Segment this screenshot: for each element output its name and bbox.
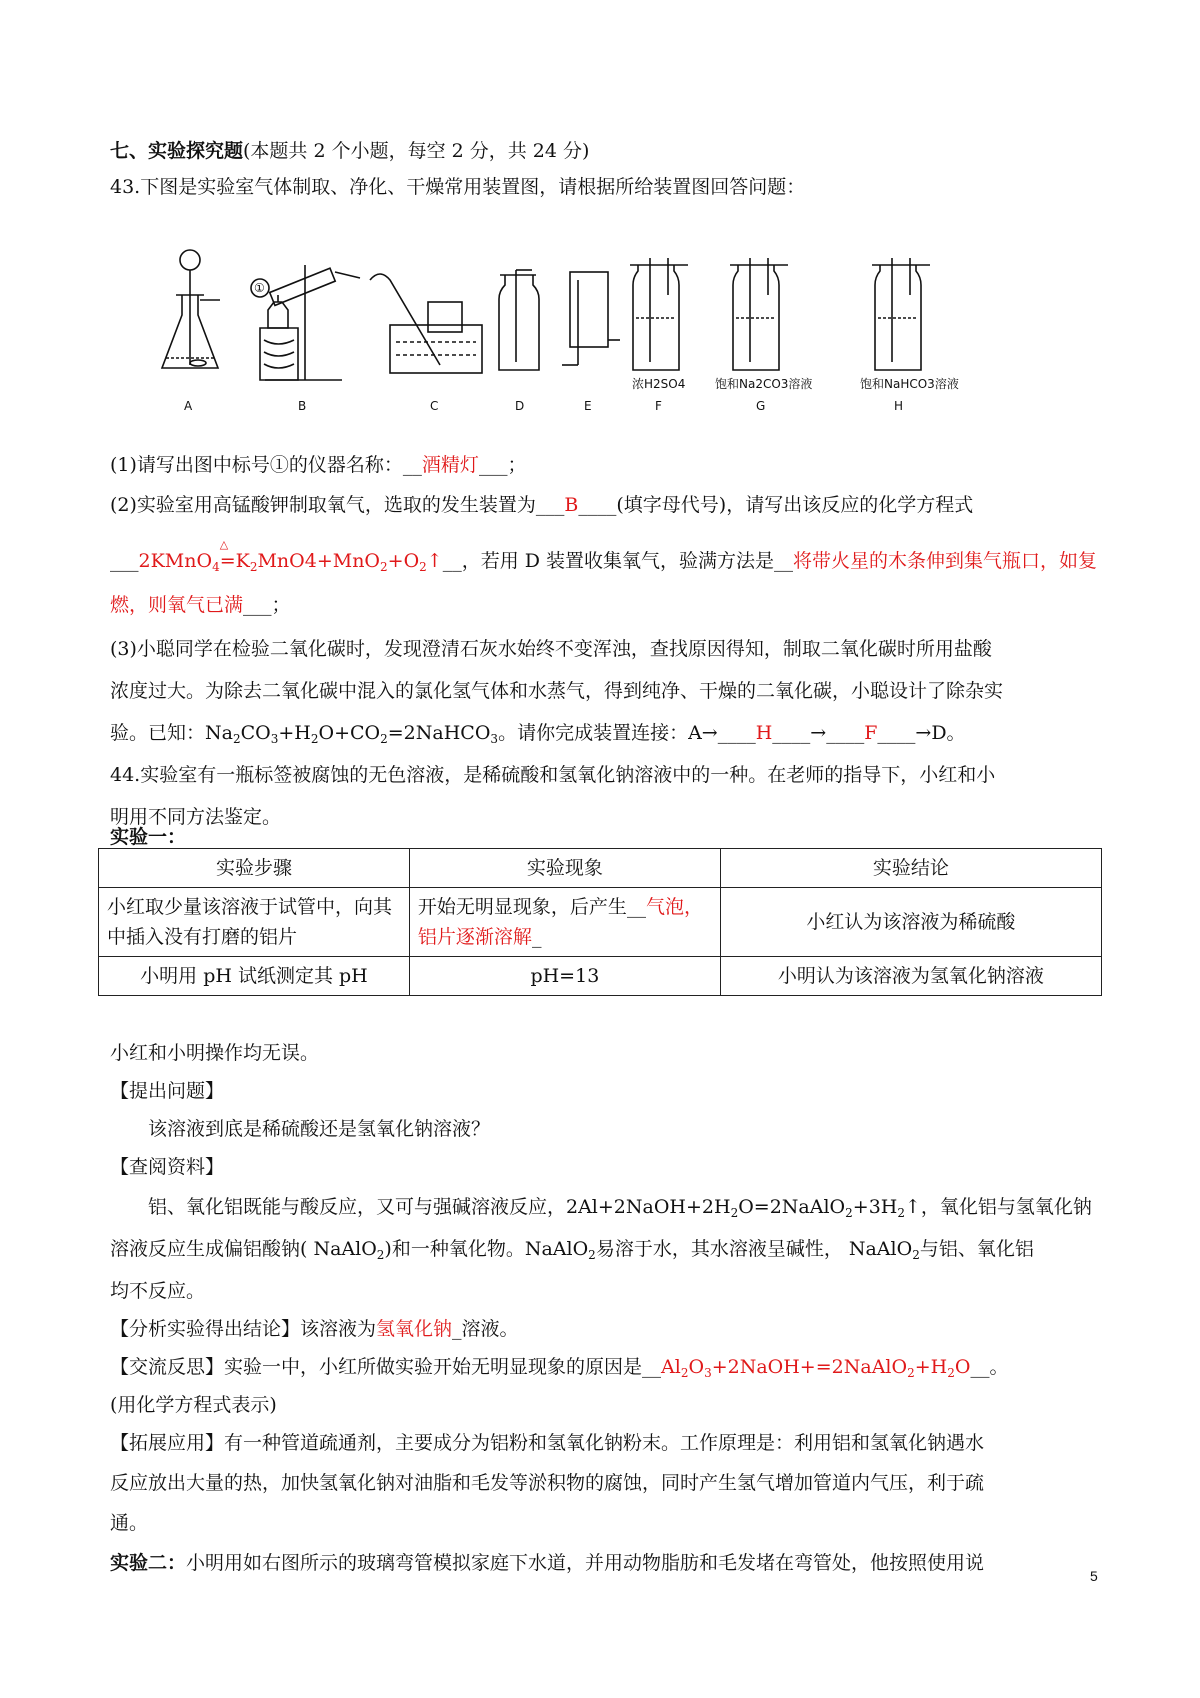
solution-h-label: 饱和NaHCO3溶液 [860, 377, 959, 391]
reference-line3: 均不反应。 [110, 1280, 206, 1302]
label-d: D [515, 399, 525, 413]
q43-part2-cont: 燃，则氧气已满___； [110, 594, 291, 616]
apparatus-b [251, 265, 360, 380]
table-header: 实验结论 [720, 849, 1101, 888]
q43-part2-equation: ___2KMnO$_4$ △ $=K_2MnO4+MnO_2+O_2↑\_\_$，若用 D 装置收集氧气，验满方法是__将带火星的木条伸到集气瓶口，如复 [110, 538, 1098, 574]
table-row [99, 957, 1102, 996]
table-cell: 小明认为该溶液为氢氧化钠溶液 [720, 957, 1101, 996]
apparatus-h [872, 258, 930, 370]
q43-part3-line1: (3)小聪同学在检验二氧化碳时，发现澄清石灰水始终不变浑浊，查找原因得知，制取二氧化碳时所用盐酸 [110, 638, 992, 660]
reference-line2: 溶液反应生成偏铝酸钠( NaAlO$_2$)和一种氧化物。NaAlO$_2$易溶于水，其水溶液呈碱性， NaAlO$_2$与铝、氧化铝 [110, 1238, 1034, 1262]
answer-device: B [564, 494, 579, 516]
table-cell: 小明用 pH 试纸测定其 pH [99, 957, 410, 996]
experiment-2-title: 实验二： [110, 1552, 187, 1574]
label-h: H [894, 399, 904, 413]
q43-stem: 43.下图是实验室气体制取、净化、干燥常用装置图，请根据所给装置图回答问题： [110, 176, 806, 198]
apparatus-e [562, 272, 620, 365]
reflection-note: (用化学方程式表示) [110, 1394, 277, 1416]
table-header-row [99, 849, 1102, 888]
solution-f-label: 浓H2SO4 [632, 377, 686, 391]
section-title: 七、实验探究题 [110, 140, 244, 162]
label-a: A [184, 399, 193, 413]
reflection: 【交流反思】实验一中，小红所做实验开始无明显现象的原因是$\_\_Al_2O_3+2NaOH+=2NaAlO_2+H_2O\_\_$。 [110, 1356, 1009, 1380]
answer-instrument: 酒精灯 [421, 454, 479, 476]
q44-line2: 明用不同方法鉴定。 [110, 806, 282, 828]
experiment-2: 实验二：小明用如右图所示的玻璃弯管模拟家庭下水道，并用动物脂肪和毛发堵在弯管处，他按照使用说 [110, 1552, 985, 1574]
q43-part3-line3: 验。已知：$Na_2CO_3+H_2O+CO_2=2NaHCO_3$。请你完成装置连接：A→____H____→____F____→D。 [110, 722, 966, 746]
table-cell: 开始无明显现象，后产生__气泡， 铝片逐渐溶解_ [409, 888, 720, 957]
answer-method-2: 燃，则氧气已满 [110, 594, 244, 616]
q43-part2: (2)实验室用高锰酸钾制取氧气，选取的发生装置为___B____(填字母代号)，请写出该反应的化学方程式 [110, 494, 974, 516]
experiment-table [98, 848, 1102, 996]
q43-part3-line2: 浓度过大。为除去二氧化碳中混入的氯化氢气体和水蒸气，得到纯净、干燥的二氧化碳，小聪设计了除杂实 [110, 680, 1004, 702]
label-e: E [584, 399, 592, 413]
apparatus-d [499, 270, 539, 370]
raise-question-body: 该溶液到底是稀硫酸还是氢氧化钠溶液？ [148, 1118, 491, 1140]
table-row [99, 888, 1102, 957]
after-table-text: 小红和小明操作均无误。 [110, 1042, 320, 1064]
reference-heading: 【查阅资料】 [110, 1156, 225, 1178]
section-note: (本题共 2 个小题，每空 2 分，共 24 分) [243, 140, 590, 162]
extension-line3: 通。 [110, 1512, 149, 1534]
answer-conclusion: 氢氧化钠 [376, 1318, 453, 1340]
q44-line1: 44.实验室有一瓶标签被腐蚀的无色溶液，是稀硫酸和氢氧化钠溶液中的一种。在老师的指导下，小红和小 [110, 764, 996, 786]
raise-question-heading: 【提出问题】 [110, 1080, 225, 1102]
section-heading [110, 138, 1110, 164]
answer-method-1: 将带火星的木条伸到集气瓶口，如复 [793, 550, 1098, 572]
label-g: G [756, 399, 766, 413]
table-cell: 小红取少量该溶液于试管中，向其 中插入没有打磨的铝片 [99, 888, 410, 957]
apparatus-a [162, 250, 220, 368]
label-b: B [298, 399, 307, 413]
answer-connect-2: F [864, 722, 878, 744]
reference-line1: 铝、氧化铝既能与酸反应，又可与强碱溶液反应，$2Al+2NaOH+2H_2O=2NaAlO_2+3H_2↑$，氧化铝与氢氧化钠 [148, 1196, 1092, 1220]
label-f: F [655, 399, 662, 413]
extension-line1: 【拓展应用】有一种管道疏通剂，主要成分为铝粉和氢氧化钠粉末。工作原理是：利用铝和氢氧化钠遇水 [110, 1432, 985, 1454]
apparatus-figure [160, 240, 1040, 440]
apparatus-c [370, 274, 482, 373]
apparatus-f [630, 258, 688, 370]
extension-line2: 反应放出大量的热，加快氢氧化钠对油脂和毛发等淤积物的腐蚀，同时产生氢气增加管道内气压，利于疏 [110, 1472, 985, 1494]
solution-g-label: 饱和Na2CO3溶液 [715, 377, 813, 391]
apparatus-g [730, 258, 788, 370]
answer-equation: 2KMnO$_4$ △ $=K_2MnO4+MnO_2+O_2↑$ [138, 538, 443, 574]
answer-connect-1: H [755, 722, 773, 744]
table-cell: pH=13 [409, 957, 720, 996]
marker-label: ① [254, 281, 265, 295]
table-header: 实验现象 [409, 849, 720, 888]
label-c: C [430, 399, 439, 413]
page-number: 5 [1090, 1568, 1098, 1584]
experiment-1-title: 实验一： [110, 826, 187, 848]
q43-part1: (1)请写出图中标号①的仪器名称：__酒精灯___； [110, 454, 527, 476]
table-cell: 小红认为该溶液为稀硫酸 [720, 888, 1101, 957]
answer-reflection: $Al_2O_3+2NaOH+=2NaAlO_2+H_2O$ [661, 1356, 971, 1380]
table-header: 实验步骤 [99, 849, 410, 888]
conclusion: 【分析实验得出结论】该溶液为氢氧化钠_溶液。 [110, 1318, 519, 1340]
